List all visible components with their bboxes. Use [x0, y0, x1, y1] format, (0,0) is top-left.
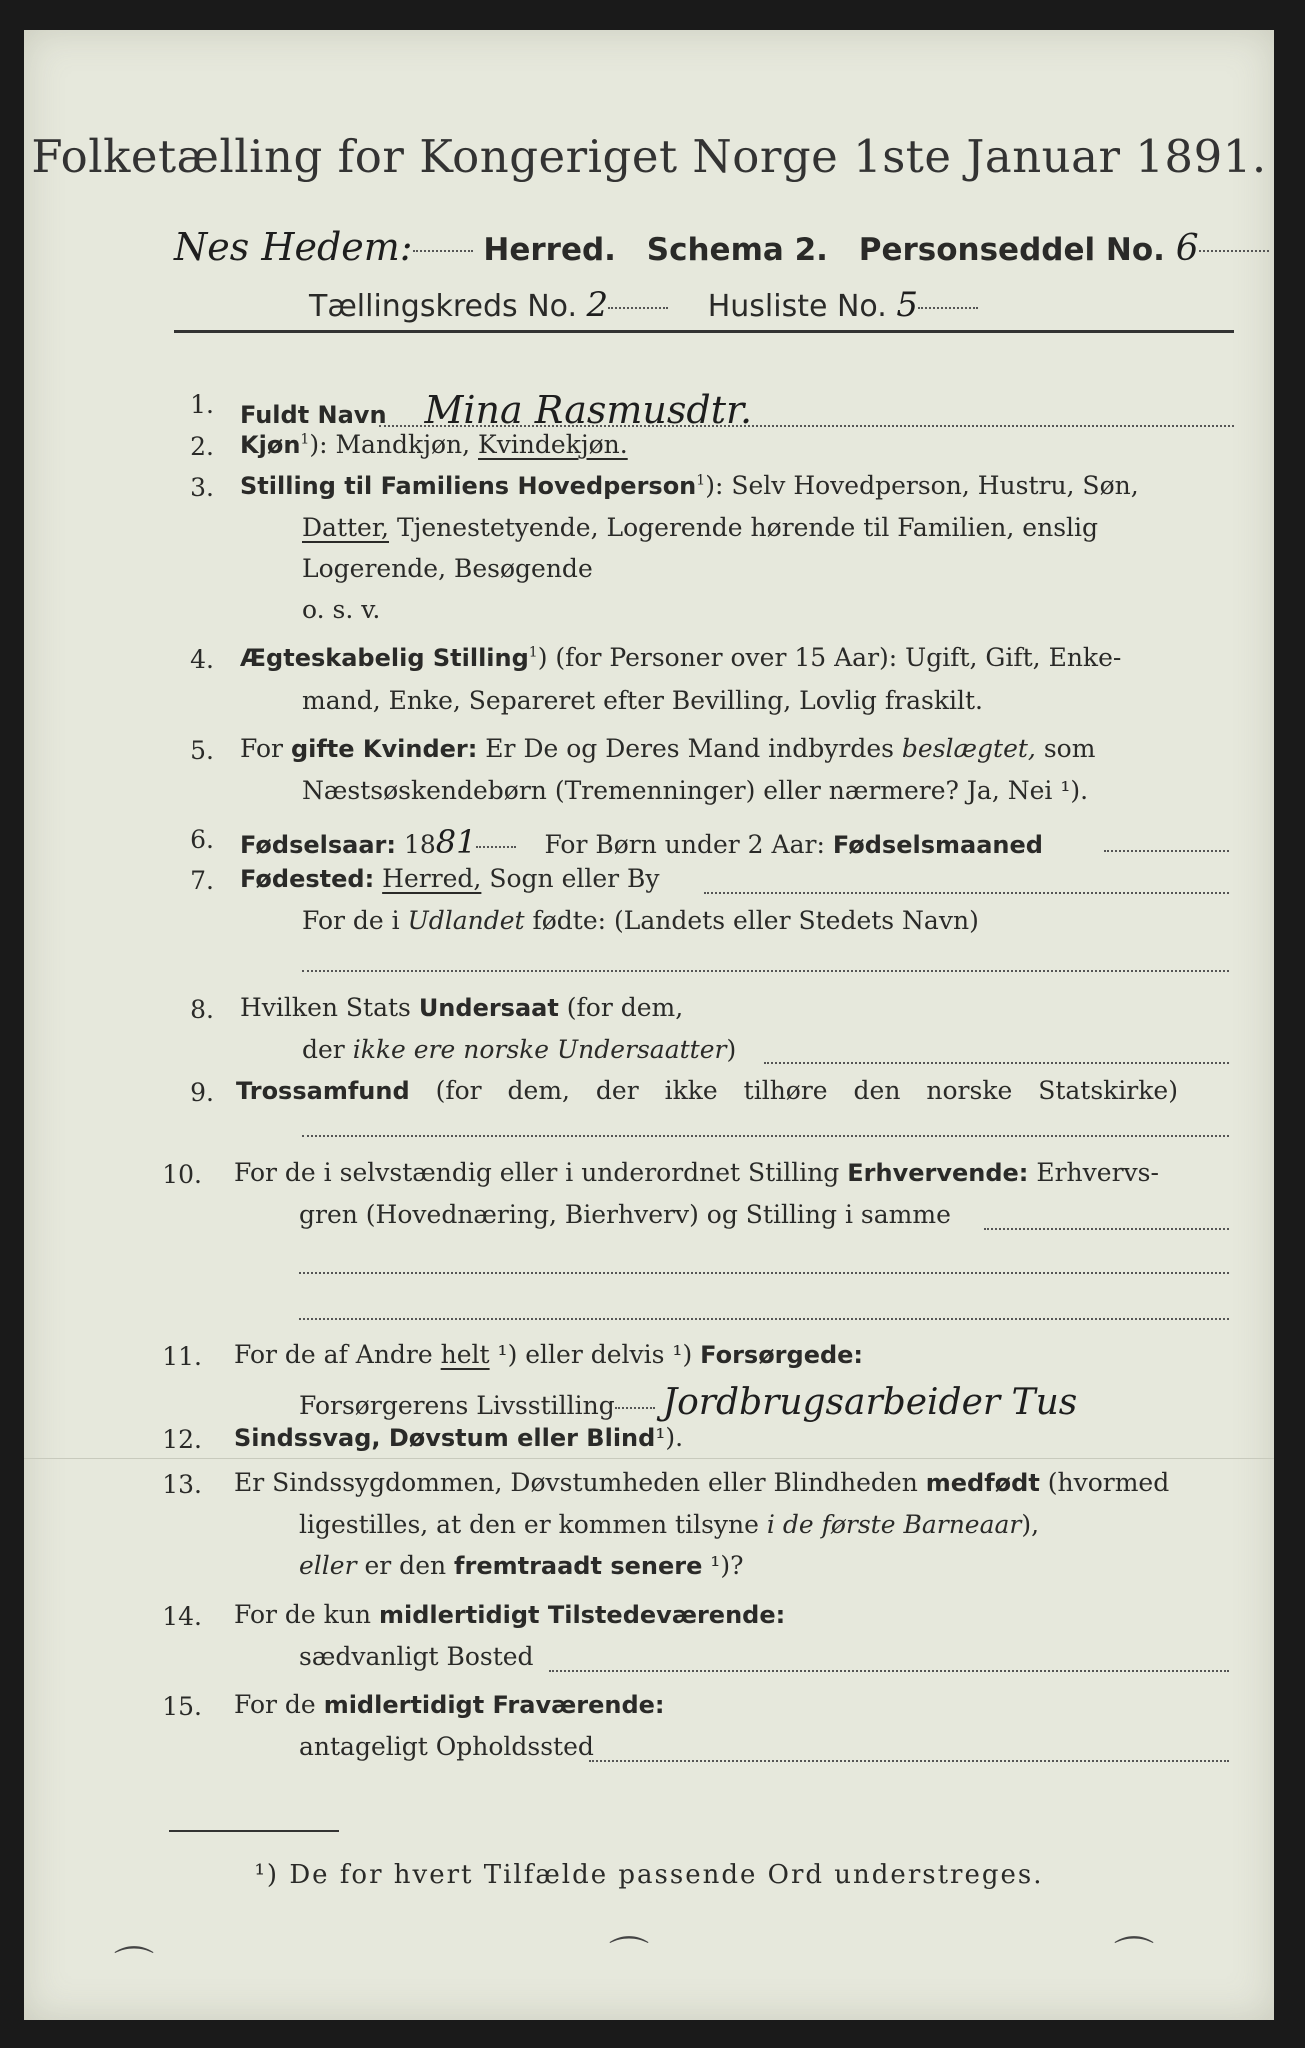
q2-label: Kjøn	[240, 431, 301, 459]
q5-number: 5.	[190, 736, 214, 765]
q14-label: midlertidigt Tilstedeværende:	[378, 1601, 786, 1629]
q13-row2: ligestilles, at den er kommen tilsyne i de første Barneaar),	[299, 1510, 1040, 1539]
census-form-page	[24, 30, 1274, 2020]
header-divider	[174, 330, 1234, 333]
q1-dotline	[379, 425, 1234, 427]
q11-label: Forsørgede:	[700, 1341, 864, 1369]
q12-label: Sindssvag, Døvstum eller Blind	[234, 1424, 656, 1452]
q14-row1: For de kun midlertidigt Tilstedeværende:	[234, 1600, 786, 1629]
q8-number: 8.	[190, 995, 214, 1024]
q13-number: 13.	[162, 1470, 202, 1499]
q4-label: Ægteskabelig Stilling	[240, 644, 529, 672]
q5-row1: For gifte Kvinder: Er De og Deres Mand indbyrdes beslægtet, som	[240, 734, 1096, 763]
q8-row1: Hvilken Stats Undersaat (for dem,	[240, 993, 684, 1022]
q7-selected: Herred,	[382, 864, 482, 893]
herred-name: Nes Hedem:	[174, 225, 413, 269]
q7-row1: Fødested: Herred, Sogn eller By	[240, 864, 660, 893]
q6-label2: Fødselsmaaned	[832, 831, 1043, 859]
q9-answer-line	[302, 1135, 1229, 1137]
q3-row2: Datter, Tjenestetyende, Logerende hørende til Familien, enslig	[302, 513, 1099, 542]
q15-label: midlertidigt Fraværende:	[323, 1691, 665, 1719]
q14-dotline	[549, 1670, 1229, 1672]
herred-label: Herred.	[483, 232, 616, 268]
q3-row4: o. s. v.	[302, 595, 381, 624]
q3-label: Stilling til Familiens Hovedperson	[240, 472, 697, 500]
q1-label: Fuldt Navn	[240, 401, 387, 429]
q10-row2: gren (Hovednæring, Bierhverv) og Stilling i samme	[299, 1200, 951, 1229]
q13-row1: Er Sindssygdommen, Døvstumheden eller Blindheden medfødt (hvormed	[234, 1468, 1170, 1497]
q15-dotline	[589, 1760, 1229, 1762]
q3-row3: Logerende, Besøgende	[302, 554, 593, 583]
q10-label: Erhvervende:	[847, 1159, 1029, 1187]
q15-row1: For de midlertidigt Fraværende:	[234, 1690, 665, 1719]
tear-mark-center: ⌒	[609, 1934, 649, 1980]
q4-row2: mand, Enke, Separeret efter Bevilling, Lovlig fraskilt.	[302, 686, 983, 715]
q3-number: 3.	[190, 473, 214, 502]
q1-answer: Mina Rasmusdtr.	[424, 388, 753, 432]
q13-row3: eller er den fremtraadt senere ¹)?	[299, 1551, 744, 1580]
q6-number: 6.	[190, 825, 214, 854]
q4-row1: Ægteskabelig Stilling$^1$) (for Personer over 15 Aar): Ugift, Gift, Enke-	[240, 643, 1122, 672]
q5-row2: Næstsøskendebørn (Tremenninger) eller nærmere? Ja, Nei ¹).	[302, 776, 1089, 805]
q14-number: 14.	[162, 1602, 202, 1631]
q12-number: 12.	[162, 1425, 202, 1454]
q6-year: 81	[435, 823, 477, 861]
q7-row2: For de i Udlandet fødte: (Landets eller Stedets Navn)	[302, 906, 979, 935]
q8-dotline	[764, 1062, 1229, 1064]
q6-label: Fødselsaar:	[240, 831, 396, 859]
q8-row2: der ikke ere norske Undersaatter)	[302, 1035, 737, 1064]
footnote: ¹) De for hvert Tilfælde passende Ord understreges.	[254, 1860, 1044, 1890]
personseddel-label: Personseddel No.	[858, 232, 1165, 268]
taellingskreds-label: Tællingskreds No.	[309, 289, 577, 324]
q10-answer-line2	[299, 1318, 1229, 1320]
q15-row2: antageligt Opholdssted	[299, 1732, 594, 1761]
personseddel-no: 6	[1175, 228, 1199, 269]
fold-line	[24, 1458, 1274, 1459]
q3-selected: Datter,	[302, 513, 389, 542]
q1-number: 1.	[190, 390, 214, 419]
q10-answer-line1	[299, 1272, 1229, 1274]
q8-label: Undersaat	[418, 994, 559, 1022]
taellingskreds-line	[309, 285, 978, 325]
q11-answer: Jordbrugsarbeider Tus	[662, 1382, 1078, 1423]
q9-number: 9.	[190, 1078, 214, 1107]
q7-answer-line	[302, 970, 1229, 972]
q13-label: medfødt	[925, 1469, 1040, 1497]
q9-row: Trossamfund (for dem, der ikke tilhøre den norske Statskirke)	[236, 1076, 1178, 1105]
q11-selected: helt	[440, 1340, 490, 1369]
q2-number: 2.	[190, 432, 214, 461]
q3-row1: Stilling til Familiens Hovedperson$^1$): Selv Hovedperson, Hustru, Søn,	[240, 471, 1139, 500]
form-title: Folketælling for Kongeriget Norge 1ste Januar 1891.	[31, 130, 1267, 183]
q10-dotline1	[984, 1228, 1229, 1230]
husliste-no: 5	[896, 285, 918, 325]
q7-dotline	[704, 892, 1229, 894]
q2-row: Kjøn$^1$): Mandkjøn, Kvindekjøn.	[240, 430, 628, 459]
q11-row2: Forsørgerens Livsstilling Jordbrugsarbeider Tus	[299, 1382, 1078, 1423]
q9-label: Trossamfund	[236, 1077, 410, 1105]
taellingskreds-no: 2	[586, 285, 609, 325]
tear-mark-left: ⌒	[114, 1944, 154, 1990]
q6-row: Fødselsaar: 1881 For Børn under 2 Aar: Fødselsmaaned	[240, 823, 1043, 861]
husliste-label: Husliste No.	[707, 289, 887, 324]
q12-row: Sindssvag, Døvstum eller Blind¹).	[234, 1423, 684, 1452]
q5-label: gifte Kvinder:	[290, 735, 478, 763]
q4-number: 4.	[190, 645, 214, 674]
q15-number: 15.	[162, 1692, 202, 1721]
herred-line	[174, 225, 1269, 269]
tear-mark-right: ⌒	[1114, 1934, 1154, 1980]
schema-label: Schema 2.	[646, 232, 828, 268]
q10-number: 10.	[162, 1160, 202, 1189]
footnote-rule	[169, 1830, 339, 1832]
q2-selected: Kvindekjøn.	[478, 430, 628, 459]
q13-label3: fremtraadt senere	[454, 1552, 703, 1580]
q7-number: 7.	[190, 866, 214, 895]
q11-row1: For de af Andre helt ¹) eller delvis ¹) Forsørgede:	[234, 1340, 864, 1369]
q6-dotline	[1104, 850, 1229, 852]
q11-number: 11.	[162, 1342, 202, 1371]
q7-label: Fødested:	[240, 865, 375, 893]
q14-row2: sædvanligt Bosted	[299, 1642, 534, 1671]
q10-row1: For de i selvstændig eller i underordnet Stilling Erhvervende: Erhvervs-	[234, 1158, 1159, 1187]
